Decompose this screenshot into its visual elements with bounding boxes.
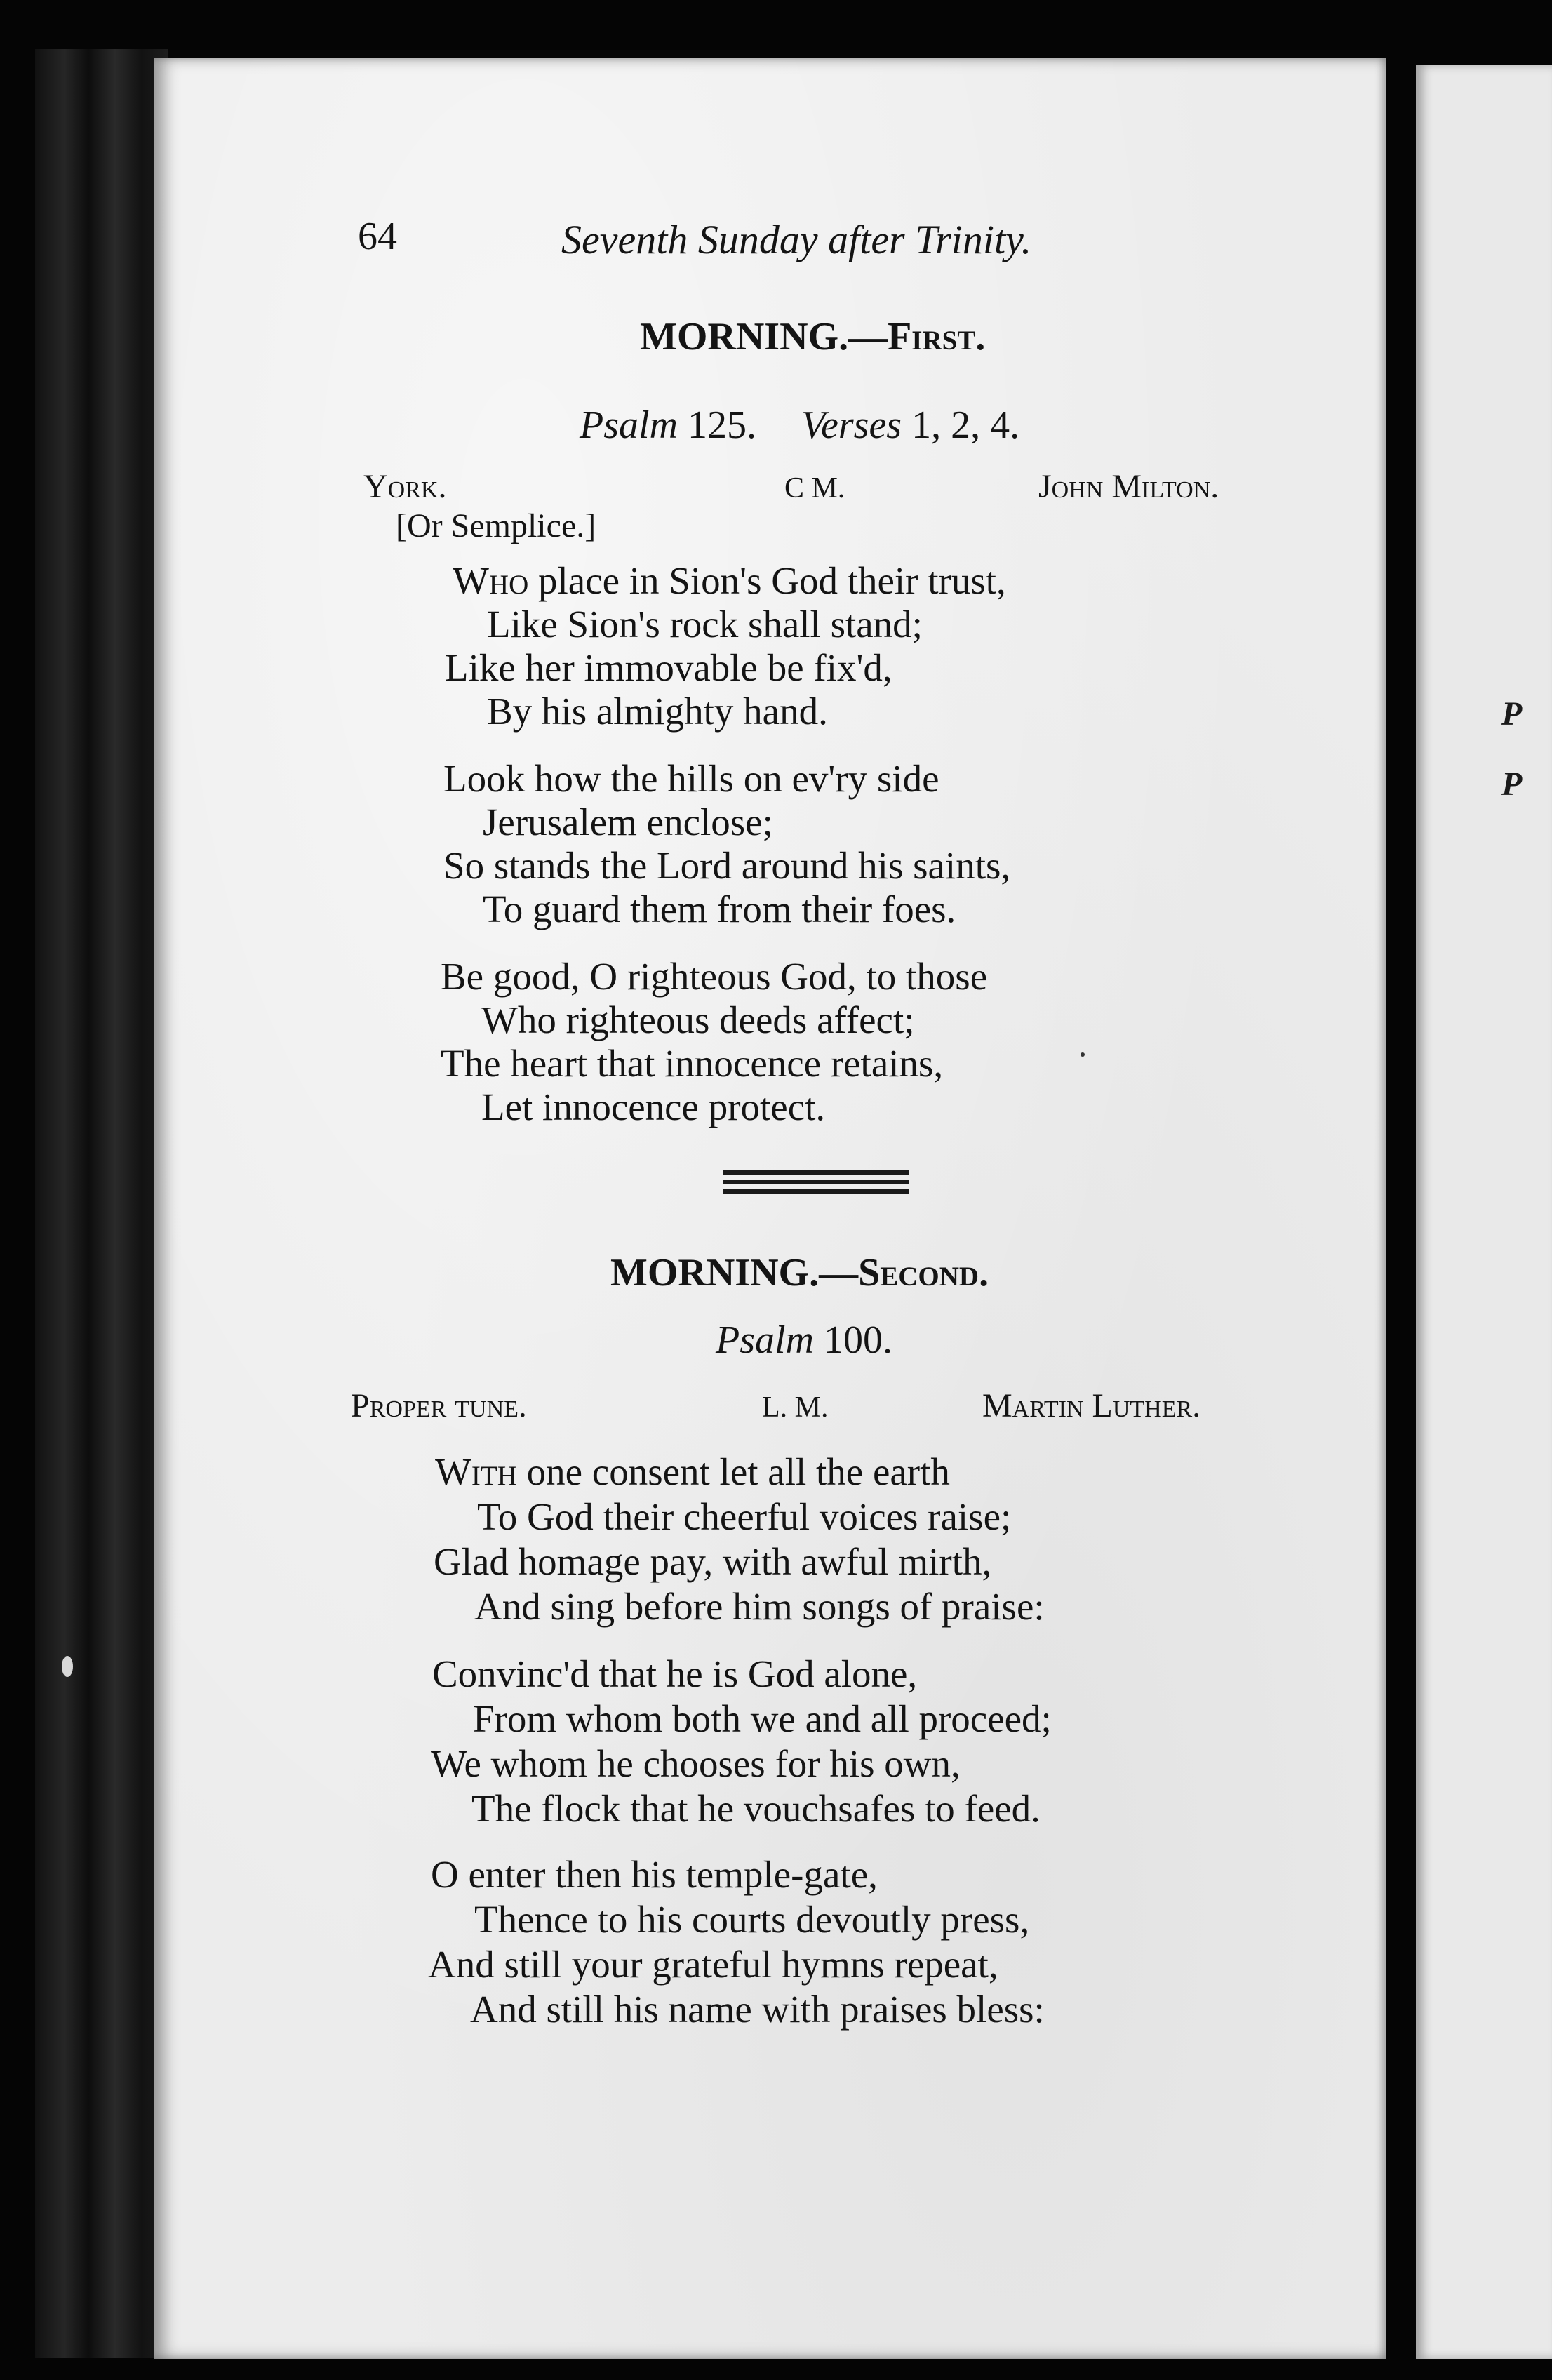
facing-page	[1416, 65, 1552, 2359]
ornamental-rule	[723, 1170, 909, 1196]
heading-sub: First.	[888, 315, 986, 359]
verse-line: Look how the hills on ev'ry side	[443, 757, 939, 800]
tune-alternative: [Or Semplice.]	[396, 507, 596, 544]
psalm-reference	[716, 1318, 892, 1363]
verse-first-word: Who	[453, 559, 529, 602]
verse-line: Thence to his courts devoutly press,	[474, 1898, 1030, 1941]
composer: John Milton.	[1038, 468, 1219, 505]
composer: Martin Luther.	[982, 1387, 1201, 1424]
book-binding	[35, 49, 168, 2358]
verse-line: Be good, O righteous God, to those	[441, 955, 988, 998]
verse-line: Who righteous deeds affect;	[481, 998, 915, 1041]
verse-line: Who place in Sion's God their trust,	[453, 559, 1006, 602]
verse-line: And still his name with praises bless:	[470, 1988, 1045, 2031]
page-number: 64	[358, 215, 397, 258]
verse-line: Jerusalem enclose;	[483, 801, 773, 843]
facing-page-fragment: P	[1501, 766, 1523, 803]
verse-line: So stands the Lord around his saints,	[443, 844, 1011, 887]
verse-line: We whom he chooses for his own,	[431, 1742, 961, 1785]
page-speck	[1081, 1052, 1085, 1057]
verse-line: Like Sion's rock shall stand;	[487, 603, 923, 646]
verse-line: To guard them from their foes.	[483, 888, 956, 930]
verse-line: To God their cheerful voices raise;	[477, 1495, 1012, 1538]
verse-line: With one consent let all the earth	[435, 1450, 950, 1493]
psalm-number: 100.	[824, 1318, 892, 1362]
tune-name: Proper tune.	[351, 1387, 527, 1424]
verses-numbers: 1, 2, 4.	[911, 403, 1020, 447]
psalm-label: Psalm	[580, 403, 678, 447]
verse-line: The flock that he vouchsafes to feed.	[471, 1787, 1041, 1830]
page-speck	[62, 1656, 73, 1677]
verse-line: Like her immovable be fix'd,	[445, 646, 892, 689]
heading-main: MORNING.—	[610, 1251, 859, 1295]
verse-line: From whom both we and all proceed;	[473, 1697, 1052, 1740]
section-heading-second	[610, 1250, 989, 1295]
meter: L. M.	[762, 1391, 829, 1424]
heading-sub: Second.	[858, 1251, 989, 1295]
running-head: Seventh Sunday after Trinity.	[561, 217, 1032, 262]
heading-main: MORNING.—	[640, 315, 888, 359]
psalm-label: Psalm	[716, 1318, 814, 1362]
section-heading-first	[640, 314, 985, 359]
verse-line: The heart that innocence retains,	[441, 1042, 944, 1085]
verse-line: By his almighty hand.	[487, 690, 828, 733]
psalm-reference	[580, 403, 1019, 448]
tune-name: York.	[363, 468, 447, 505]
meter: C M.	[784, 472, 845, 504]
verse-line: Convinc'd that he is God alone,	[432, 1652, 918, 1695]
facing-page-fragment: P	[1501, 695, 1523, 733]
verse-line: And still your grateful hymns repeat,	[428, 1943, 998, 1986]
verses-label: Verses	[801, 403, 902, 447]
verse-line: O enter then his temple-gate,	[431, 1853, 878, 1896]
verse-line: Let innocence protect.	[481, 1085, 826, 1128]
verse-line: And sing before him songs of praise:	[474, 1585, 1045, 1628]
verse-first-word: With	[435, 1450, 517, 1493]
verse-line: Glad homage pay, with awful mirth,	[434, 1540, 992, 1583]
psalm-number: 125.	[688, 403, 756, 447]
